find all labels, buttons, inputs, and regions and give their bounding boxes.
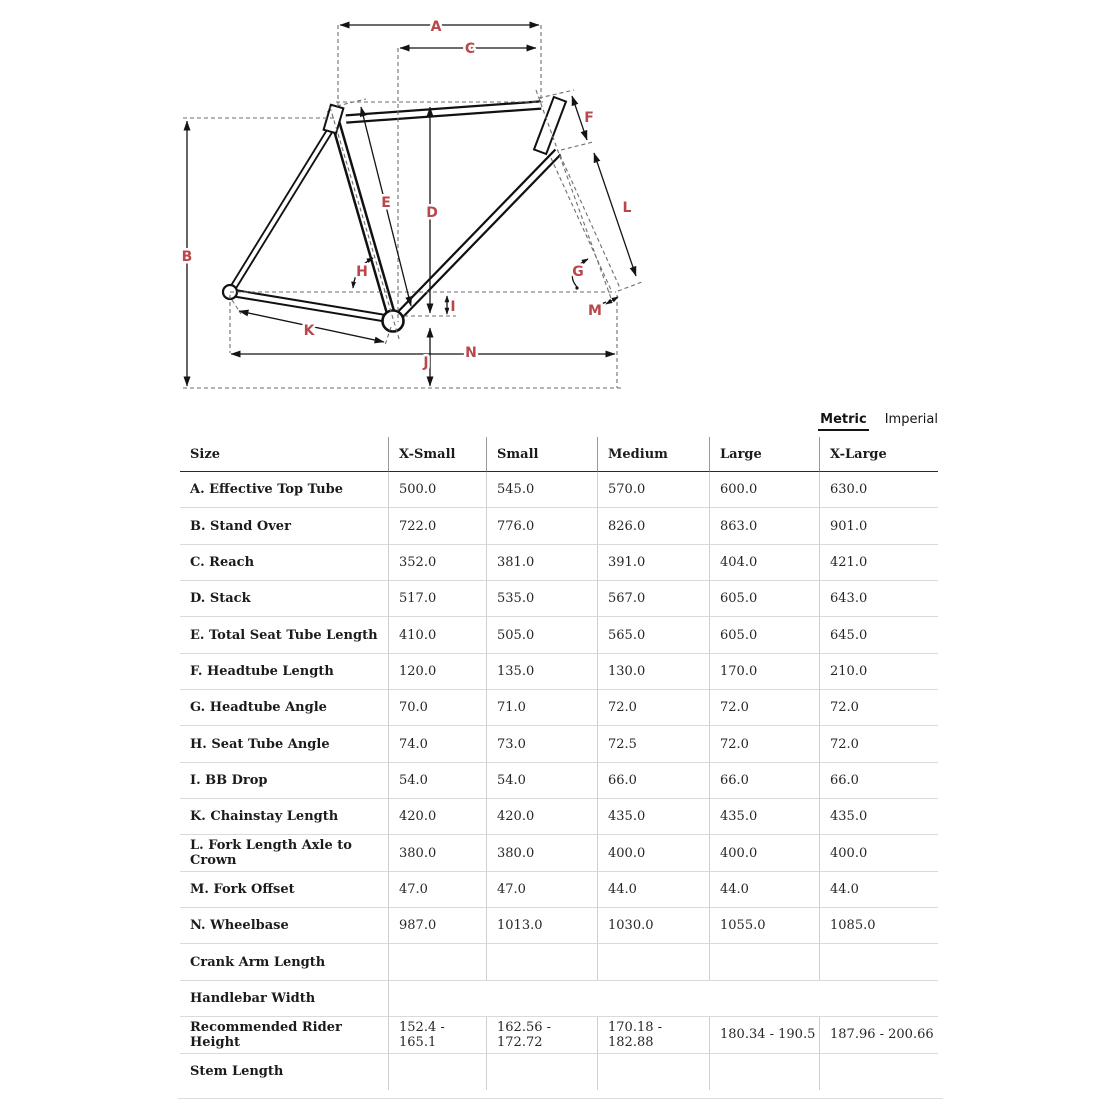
row-label: Recommended Rider Height — [180, 1017, 388, 1053]
value-cell — [486, 944, 597, 980]
imperial-toggle[interactable]: Imperial — [884, 412, 938, 427]
column-header-xsmall: X-Small — [388, 437, 486, 472]
value-cell: 404.0 — [709, 545, 819, 581]
row-label: K. Chainstay Length — [180, 799, 388, 835]
frame-geometry-diagram — [0, 0, 680, 430]
metric-toggle[interactable]: Metric — [818, 412, 869, 431]
value-cell: 435.0 — [597, 799, 709, 835]
dim-label-e: E — [381, 195, 391, 211]
dim-label-c: C — [464, 41, 476, 57]
value-cell: 180.34 - 190.5 — [709, 1017, 819, 1053]
column-header-small: Small — [486, 437, 597, 472]
value-cell: 47.0 — [486, 872, 597, 908]
value-cell — [486, 1054, 597, 1090]
value-cell: 500.0 — [388, 472, 486, 508]
value-cell: 987.0 — [388, 908, 486, 944]
row-label: L. Fork Length Axle to Crown — [180, 835, 388, 871]
dim-label-m: M — [588, 303, 602, 319]
units-toggle — [180, 412, 938, 431]
value-cell: 152.4 - 165.1 — [388, 1017, 486, 1053]
row-label: G. Headtube Angle — [180, 690, 388, 726]
value-cell — [388, 1054, 486, 1090]
value-cell: 74.0 — [388, 726, 486, 762]
dim-label-d: D — [426, 205, 438, 221]
value-cell — [597, 944, 709, 980]
row-label: B. Stand Over — [180, 508, 388, 544]
value-cell: 901.0 — [819, 508, 938, 544]
value-cell: 1055.0 — [709, 908, 819, 944]
value-cell: 565.0 — [597, 617, 709, 653]
row-label: Handlebar Width — [180, 981, 388, 1017]
value-cell — [388, 981, 938, 1017]
value-cell: 170.0 — [709, 654, 819, 690]
value-cell: 435.0 — [819, 799, 938, 835]
value-cell: 210.0 — [819, 654, 938, 690]
value-cell — [709, 944, 819, 980]
column-header-large: Large — [709, 437, 819, 472]
value-cell: 66.0 — [597, 763, 709, 799]
value-cell: 170.18 - 182.88 — [597, 1017, 709, 1053]
value-cell: 400.0 — [819, 835, 938, 871]
dim-label-j: J — [423, 355, 429, 371]
dim-label-k: K — [303, 323, 315, 339]
row-label: E. Total Seat Tube Length — [180, 617, 388, 653]
value-cell: 391.0 — [597, 545, 709, 581]
dim-label-b: B — [181, 249, 193, 265]
value-cell: 400.0 — [597, 835, 709, 871]
dim-label-f: F — [584, 110, 594, 126]
value-cell: 420.0 — [388, 799, 486, 835]
value-cell: 826.0 — [597, 508, 709, 544]
value-cell: 1013.0 — [486, 908, 597, 944]
row-label: D. Stack — [180, 581, 388, 617]
value-cell: 381.0 — [486, 545, 597, 581]
value-cell: 72.0 — [819, 726, 938, 762]
seat-stay — [231, 119, 337, 291]
value-cell: 435.0 — [709, 799, 819, 835]
value-cell: 605.0 — [709, 581, 819, 617]
value-cell: 72.0 — [709, 690, 819, 726]
row-label: C. Reach — [180, 545, 388, 581]
value-cell: 567.0 — [597, 581, 709, 617]
frame-diagram-svg — [0, 0, 680, 430]
value-cell: 44.0 — [597, 872, 709, 908]
bottom-bracket — [383, 311, 404, 332]
value-cell: 73.0 — [486, 726, 597, 762]
value-cell — [709, 1054, 819, 1090]
value-cell: 517.0 — [388, 581, 486, 617]
geometry-table — [180, 437, 938, 1090]
value-cell: 130.0 — [597, 654, 709, 690]
column-header-medium: Medium — [597, 437, 709, 472]
value-cell: 380.0 — [486, 835, 597, 871]
value-cell: 72.5 — [597, 726, 709, 762]
dim-label-h: H — [356, 264, 368, 280]
down-tube — [396, 152, 558, 319]
guide-lines — [183, 25, 642, 388]
value-cell: 44.0 — [709, 872, 819, 908]
value-cell: 120.0 — [388, 654, 486, 690]
value-cell: 600.0 — [709, 472, 819, 508]
value-cell: 380.0 — [388, 835, 486, 871]
value-cell: 535.0 — [486, 581, 597, 617]
value-cell: 570.0 — [597, 472, 709, 508]
column-header-xlarge: X-Large — [819, 437, 938, 472]
row-label: H. Seat Tube Angle — [180, 726, 388, 762]
value-cell: 54.0 — [486, 763, 597, 799]
value-cell: 643.0 — [819, 581, 938, 617]
value-cell: 162.56 - 172.72 — [486, 1017, 597, 1053]
dim-label-l: L — [622, 200, 632, 216]
value-cell: 400.0 — [709, 835, 819, 871]
fork-blade-front — [560, 155, 620, 288]
row-label: Crank Arm Length — [180, 944, 388, 980]
row-label: Stem Length — [190, 1064, 284, 1080]
value-cell: 352.0 — [388, 545, 486, 581]
dimension-arrows — [187, 25, 636, 386]
value-cell: 545.0 — [486, 472, 597, 508]
value-cell: 776.0 — [486, 508, 597, 544]
value-cell: 187.96 - 200.66 — [819, 1017, 938, 1053]
bottom-divider — [178, 1098, 943, 1099]
value-cell: 420.0 — [486, 799, 597, 835]
value-cell — [819, 1054, 938, 1090]
dim-label-i: I — [450, 299, 456, 315]
value-cell: 421.0 — [819, 545, 938, 581]
top-tube — [346, 105, 541, 119]
value-cell: 645.0 — [819, 617, 938, 653]
value-cell: 66.0 — [709, 763, 819, 799]
value-cell: 1030.0 — [597, 908, 709, 944]
value-cell: 863.0 — [709, 508, 819, 544]
value-cell: 505.0 — [486, 617, 597, 653]
value-cell — [819, 944, 938, 980]
value-cell: 605.0 — [709, 617, 819, 653]
dim-label-a: A — [430, 19, 442, 35]
value-cell: 630.0 — [819, 472, 938, 508]
value-cell: 44.0 — [819, 872, 938, 908]
row-label: M. Fork Offset — [180, 872, 388, 908]
value-cell: 54.0 — [388, 763, 486, 799]
value-cell: 722.0 — [388, 508, 486, 544]
value-cell: 1085.0 — [819, 908, 938, 944]
value-cell: 66.0 — [819, 763, 938, 799]
row-label: F. Headtube Length — [180, 654, 388, 690]
frame-tubes — [223, 97, 566, 331]
dim-M — [606, 297, 618, 304]
row-label: A. Effective Top Tube — [180, 472, 388, 508]
value-cell — [597, 1054, 709, 1090]
size-header: Size — [180, 437, 388, 472]
dim-label-n: N — [465, 345, 477, 361]
value-cell — [388, 944, 486, 980]
value-cell: 72.0 — [597, 690, 709, 726]
value-cell: 47.0 — [388, 872, 486, 908]
value-cell: 72.0 — [709, 726, 819, 762]
dim-label-g: G — [572, 264, 584, 280]
dimension-labels — [182, 19, 632, 371]
value-cell: 410.0 — [388, 617, 486, 653]
value-cell: 70.0 — [388, 690, 486, 726]
row-label: N. Wheelbase — [180, 908, 388, 944]
row-label: I. BB Drop — [180, 763, 388, 799]
value-cell: 71.0 — [486, 690, 597, 726]
value-cell: 135.0 — [486, 654, 597, 690]
value-cell: 72.0 — [819, 690, 938, 726]
